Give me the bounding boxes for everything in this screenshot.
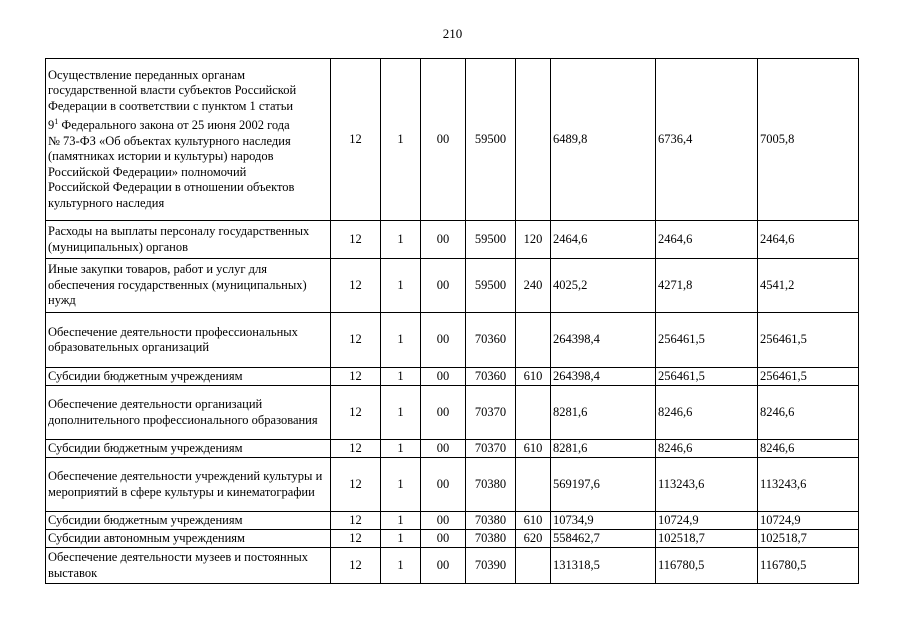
name-line: Российской Федерации» полномочий — [48, 164, 247, 179]
name-line: Федерации в соответствии с пунктом 1 статьи — [48, 98, 294, 113]
target-article-code: 70390 — [466, 548, 516, 584]
program-code: 00 — [421, 530, 466, 548]
program-code: 00 — [421, 313, 466, 368]
program-code: 00 — [421, 221, 466, 259]
table-row — [46, 530, 859, 548]
program-code: 00 — [421, 259, 466, 313]
value-year-1: 8281,6 — [551, 440, 656, 458]
program-code: 00 — [421, 59, 466, 221]
table-row — [46, 386, 859, 440]
expense-type-code: 620 — [516, 530, 551, 548]
section-code: 12 — [331, 259, 381, 313]
value-year-1: 264398,4 — [551, 368, 656, 386]
name-line: 9 — [48, 118, 55, 133]
budget-table — [45, 58, 859, 584]
table-row — [46, 59, 859, 221]
subsection-code: 1 — [381, 259, 421, 313]
name-line: Федерального закона от 25 июня 2002 года — [58, 118, 290, 133]
value-year-2: 4271,8 — [656, 259, 758, 313]
value-year-1: 4025,2 — [551, 259, 656, 313]
value-year-2: 8246,6 — [656, 386, 758, 440]
row-name: Обеспечение деятельности учреждений культуры и мероприятий в сфере культуры и кинематографии — [46, 458, 331, 512]
value-year-2: 2464,6 — [656, 221, 758, 259]
row-name: Субсидии автономным учреждениям — [46, 530, 331, 548]
program-code: 00 — [421, 386, 466, 440]
name-line: культурного наследия — [48, 195, 165, 210]
target-article-code: 70370 — [466, 386, 516, 440]
table-row — [46, 458, 859, 512]
subsection-code: 1 — [381, 440, 421, 458]
section-code: 12 — [331, 221, 381, 259]
table-row — [46, 512, 859, 530]
program-code: 00 — [421, 368, 466, 386]
section-code: 12 — [331, 548, 381, 584]
program-code: 00 — [421, 548, 466, 584]
expense-type-code — [516, 59, 551, 221]
expense-type-code: 610 — [516, 368, 551, 386]
value-year-3: 113243,6 — [758, 458, 859, 512]
section-code: 12 — [331, 59, 381, 221]
subsection-code: 1 — [381, 512, 421, 530]
value-year-2: 8246,6 — [656, 440, 758, 458]
name-line: государственной власти субъектов Российской — [48, 83, 297, 98]
expense-type-code — [516, 313, 551, 368]
name-line: Осуществление переданных органам — [48, 67, 245, 82]
value-year-3: 256461,5 — [758, 368, 859, 386]
superscript: 1 — [54, 117, 59, 127]
row-name: Обеспечение деятельности профессиональных образовательных организаций — [46, 313, 331, 368]
target-article-code: 70360 — [466, 313, 516, 368]
target-article-code: 70380 — [466, 530, 516, 548]
program-code: 00 — [421, 458, 466, 512]
section-code: 12 — [331, 386, 381, 440]
expense-type-code: 610 — [516, 512, 551, 530]
value-year-3: 10724,9 — [758, 512, 859, 530]
subsection-code: 1 — [381, 548, 421, 584]
table-row — [46, 313, 859, 368]
row-name: Расходы на выплаты персоналу государственных (муниципальных) органов — [46, 221, 331, 259]
target-article-code: 70360 — [466, 368, 516, 386]
row-name — [46, 59, 331, 221]
target-article-code: 59500 — [466, 59, 516, 221]
value-year-1: 264398,4 — [551, 313, 656, 368]
value-year-2: 256461,5 — [656, 313, 758, 368]
value-year-3: 7005,8 — [758, 59, 859, 221]
value-year-1: 6489,8 — [551, 59, 656, 221]
subsection-code: 1 — [381, 313, 421, 368]
section-code: 12 — [331, 440, 381, 458]
subsection-code: 1 — [381, 530, 421, 548]
table-row — [46, 259, 859, 313]
section-code: 12 — [331, 530, 381, 548]
expense-type-code: 240 — [516, 259, 551, 313]
row-name: Субсидии бюджетным учреждениям — [46, 368, 331, 386]
expense-type-code: 120 — [516, 221, 551, 259]
value-year-2: 102518,7 — [656, 530, 758, 548]
value-year-3: 8246,6 — [758, 440, 859, 458]
table-row — [46, 221, 859, 259]
section-code: 12 — [331, 368, 381, 386]
value-year-2: 256461,5 — [656, 368, 758, 386]
value-year-3: 116780,5 — [758, 548, 859, 584]
value-year-3: 102518,7 — [758, 530, 859, 548]
name-line: Российской Федерации в отношении объектов — [48, 180, 295, 195]
target-article-code: 59500 — [466, 221, 516, 259]
target-article-code: 70380 — [466, 458, 516, 512]
section-code: 12 — [331, 512, 381, 530]
subsection-code: 1 — [381, 59, 421, 221]
expense-type-code — [516, 386, 551, 440]
page-number: 210 — [442, 26, 463, 41]
target-article-code: 59500 — [466, 259, 516, 313]
value-year-1: 558462,7 — [551, 530, 656, 548]
value-year-3: 8246,6 — [758, 386, 859, 440]
row-name: Субсидии бюджетным учреждениям — [46, 440, 331, 458]
value-year-3: 2464,6 — [758, 221, 859, 259]
subsection-code: 1 — [381, 368, 421, 386]
table-row — [46, 548, 859, 584]
value-year-3: 4541,2 — [758, 259, 859, 313]
target-article-code: 70380 — [466, 512, 516, 530]
value-year-2: 113243,6 — [656, 458, 758, 512]
row-name: Обеспечение деятельности организаций дополнительного профессионального образования — [46, 386, 331, 440]
table-row — [46, 440, 859, 458]
subsection-code: 1 — [381, 458, 421, 512]
value-year-2: 116780,5 — [656, 548, 758, 584]
value-year-1: 8281,6 — [551, 386, 656, 440]
target-article-code: 70370 — [466, 440, 516, 458]
name-line: № 73-ФЗ «Об объектах культурного наследия — [48, 133, 291, 148]
program-code: 00 — [421, 512, 466, 530]
value-year-2: 10724,9 — [656, 512, 758, 530]
value-year-1: 569197,6 — [551, 458, 656, 512]
value-year-1: 2464,6 — [551, 221, 656, 259]
program-code: 00 — [421, 440, 466, 458]
value-year-1: 10734,9 — [551, 512, 656, 530]
section-code: 12 — [331, 458, 381, 512]
row-name: Обеспечение деятельности музеев и постоянных выставок — [46, 548, 331, 584]
row-name: Субсидии бюджетным учреждениям — [46, 512, 331, 530]
value-year-3: 256461,5 — [758, 313, 859, 368]
subsection-code: 1 — [381, 221, 421, 259]
expense-type-code — [516, 548, 551, 584]
value-year-1: 131318,5 — [551, 548, 656, 584]
row-name: Иные закупки товаров, работ и услуг для обеспечения государственных (муниципальных) нужд — [46, 259, 331, 313]
value-year-2: 6736,4 — [656, 59, 758, 221]
table-row — [46, 368, 859, 386]
section-code: 12 — [331, 313, 381, 368]
expense-type-code — [516, 458, 551, 512]
subsection-code: 1 — [381, 386, 421, 440]
expense-type-code: 610 — [516, 440, 551, 458]
name-line: (памятниках истории и культуры) народов — [48, 149, 274, 164]
